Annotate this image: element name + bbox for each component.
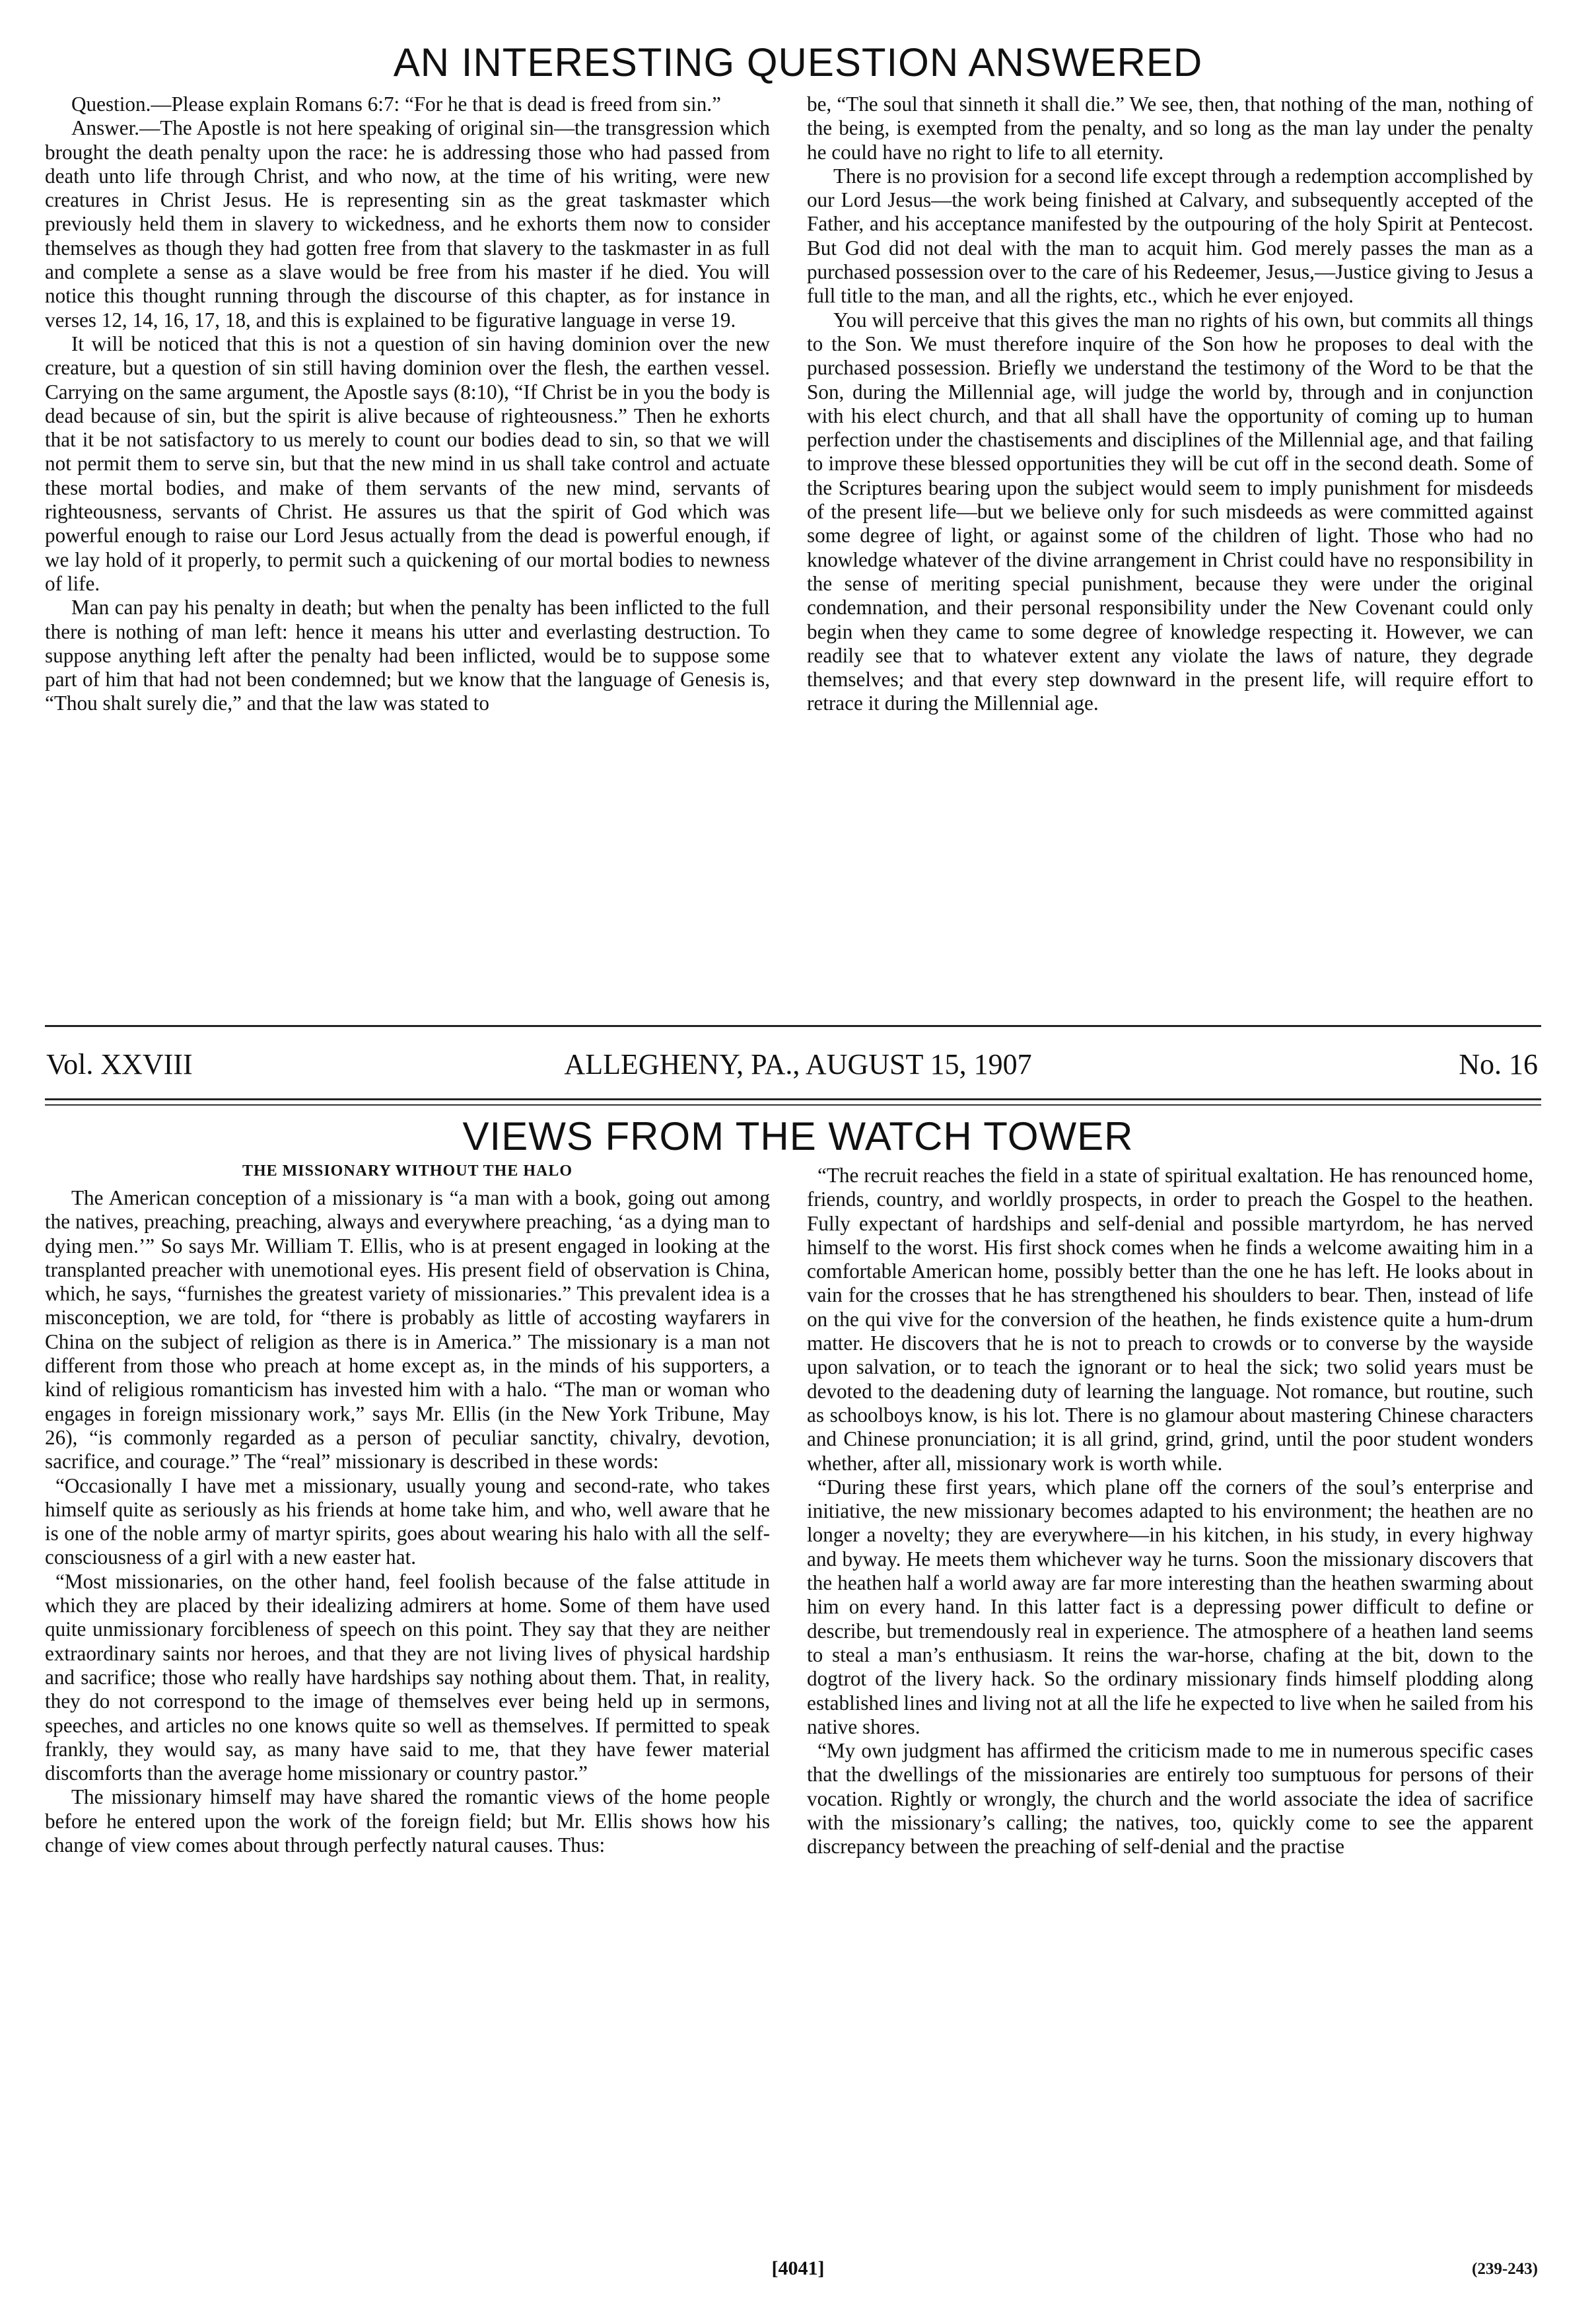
masthead-bottom-rule — [45, 1098, 1541, 1100]
paragraph: Answer.—The Apostle is not here speaking of original sin—the transgression which brought the death penalty upon the race: he is addressing those who had passed from death unto life through Christ, and who now, at the time of his writing, were new creatures in Christ Jesus. He is representing sin as the great taskmaster which previously held them in slavery to wickedness, and he exhorts them now to consider themselves as though they had gotten free from that slavery to the taskmaster in as full and complete a sense as a slave would be free from his master if he died. You will notice this thought running through the discourse of this chapter, as for instance in verses 12, 14, 16, 17, 18, and this is explained to be figurative language in verse 19. — [45, 116, 770, 332]
main-article-left-column — [45, 1186, 770, 2243]
paragraph: “Most missionaries, on the other hand, feel foolish because of the false attitude in which they are placed by their idealizing admirers at home. Some of them have used quite unmissionary forcibleness of speech on this point. They say that they are neither extraordinary saints nor heroes, and that they are not living lives of physical hardship and sacrifice; those who really have hardships say nothing about them. That, in reality, they do not correspond to the image of themselves ever being held up in sermons, speeches, and articles no one knows quite so well as themselves. If permitted to speak frankly, they would say, as many have said to me, that they have fewer material discomforts than the average home missionary or country pastor.” — [45, 1569, 770, 1785]
main-article-right-column — [807, 1164, 1533, 2243]
top-article-left-column — [45, 92, 770, 997]
paragraph: The American conception of a missionary is “a man with a book, going out among the natives, preaching, preaching, always and everywhere preaching, ‘as a dying man to dying men.’” So says Mr. William T. Ellis, who is at present engaged in looking at the transplanted preacher with unemotional eyes. His present field of observation is China, which, he says, “furnishes the greatest variety of missionaries.” This prevalent idea is a misconception, we are told, for “there is probably as little of accosting wayfarers in China on the subject of religion as there is in America.” The missionary is a man not different from those who preach at home except as, in the minds of his supporters, a kind of religious romanticism has invested him with a halo. “The man or woman who engages in foreign missionary work,” says Mr. Ellis (in the New York Tribune, May 26), “is commonly regarded as a person of peculiar sanctity, chivalry, devotion, sacrifice, and courage.” The “real” missionary is described in these words: — [45, 1186, 770, 1473]
paragraph: “My own judgment has affirmed the criticism made to me in numerous specific cases that the dwellings of the missionaries are entirely too sumptuous for persons of their vocation. Rightly or wrongly, the church and the world associate the idea of sacrifice with the missionary’s calling; the natives, too, quickly come to see the apparent discrepancy between the preaching of self-denial and the practise — [807, 1739, 1533, 1859]
paragraph: The missionary himself may have shared the romantic views of the home people before he entered upon the work of the foreign field; but Mr. Ellis shows how his change of view comes about through perfectly natural causes. Thus: — [45, 1785, 770, 1857]
volume-label: Vol. XXVIII — [46, 1048, 193, 1081]
paragraph: Man can pay his penalty in death; but when the penalty has been inflicted to the full there is nothing of man left: hence it means his utter and everlasting destruction. To suppose anything left after the penalty had been inflicted, would be to suppose some part of him that had not been condemned; but we know that the language of Genesis is, “Thou shalt surely die,” and that the law was stated to — [45, 596, 770, 715]
issue-number: No. 16 — [1459, 1048, 1538, 1081]
page-number: [4041] — [771, 2257, 825, 2279]
article-title-watch-tower: VIEWS FROM THE WATCH TOWER — [462, 1114, 1134, 1158]
paragraph: You will perceive that this gives the man no rights of his own, but commits all things to the Son. We must therefore inquire of the Son how he proposes to deal with the purchased possession. Briefly we understand the testimony of the Word to be that the Son, during the Millennial age, will judge the world by, through and in conjunction with his elect church, and that all shall have the opportunity of coming up to human perfection under the chastisements and disciplines of the Millennial age, and that failing to improve these blessed opportunities they will be cut off in the second death. Some of the Scriptures bearing upon the subject would seem to imply punishment for misdeeds of the present life—but we believe only for such misdeeds as were committed against some degree of light, or against some of the children of light. Those who had no knowledge whatever of the divine arrangement in Christ could have no responsibility in the sense of meriting special punishment, because they were under the original condemnation, and their personal responsibility under the New Covenant could only begin when they came to some degree of knowledge respecting it. However, we can readily see that to whatever extent any violate the laws of nature, they degrade themselves; and that every step downward in the present life, will require effort to retrace it during the Millennial age. — [807, 308, 1533, 715]
article-title-interesting-question: AN INTERESTING QUESTION ANSWERED — [393, 40, 1203, 85]
masthead-bottom-rule-thin — [45, 1104, 1541, 1106]
paragraph: be, “The soul that sinneth it shall die.” We see, then, that nothing of the man, nothing of the being, is exempted from the penalty, and so long as the man lay under the penalty he could have no right to life to all eternity. — [807, 92, 1533, 164]
top-article-right-column — [807, 92, 1533, 997]
paragraph: There is no provision for a second life except through a redemption accomplished by our Lord Jesus—the work being finished at Calvary, and subsequently accepted of the Father, and his acceptance manifested by the outpouring of the holy Spirit at Pentecost. But God did not deal with the man to acquit him. God merely passes the man as a purchased possession over to the care of his Redeemer, Jesus,—Justice giving to Jesus a full title to the man, and all the rights, etc., which he ever enjoyed. — [807, 164, 1533, 308]
masthead-top-rule — [45, 1025, 1541, 1027]
page-range: (239-243) — [1472, 2260, 1538, 2278]
paragraph: “The recruit reaches the field in a state of spiritual exaltation. He has renounced home, friends, country, and worldly prospects, in order to preach the Gospel to the heathen. Fully expectant of hardships and self-denial and possible martyrdom, he has nerved himself to the worst. His first shock comes when he finds a welcome awaiting him in a comfortable American home, possibly better than the one he has left. He looks about in vain for the crosses that he has strengthened his shoulders to bear. Then, instead of life on the qui vive for the conversion of the heathen, he finds existence quite a hum-drum matter. He discovers that he is not to preach to crowds or to converse by the wayside upon salvation, or to teach the ignorant or to heal the sick; two solid years must be devoted to the deadening duty of learning the language. Not romance, but routine, such as schoolboys know, is his lot. There is no glamour about mastering Chinese characters and Chinese pronunciation; it is all grind, grind, grind, until the poor student wonders whether, after all, missionary work is worth while. — [807, 1164, 1533, 1475]
place-date: ALLEGHENY, PA., AUGUST 15, 1907 — [564, 1048, 1032, 1081]
paragraph: Question.—Please explain Romans 6:7: “For he that is dead is freed from sin.” — [71, 92, 721, 116]
section-subheading: THE MISSIONARY WITHOUT THE HALO — [242, 1162, 573, 1180]
paragraph: “Occasionally I have met a missionary, usually young and second-rate, who takes himself quite as seriously as his friends at home take him, and who, well aware that he is one of the noble army of martyr spirits, goes about wearing his halo with all the self-consciousness of a girl with a new easter hat. — [45, 1473, 770, 1569]
paragraph: “During these first years, which plane off the corners of the soul’s enterprise and initiative, the new missionary becomes adapted to his environment; the heathen are no longer a novelty; they are everywhere—in his kitchen, in his study, in every highway and byway. He meets them whichever way he turns. Soon the missionary discovers that the heathen half a world away are far more interesting than the heathen swarming about him on every hand. In this latter fact is a depressing power difficult to define or describe, but tremendously real in experience. The atmosphere of a heathen land seems to steal a man’s enthusiasm. It reins the war-horse, chafing at the bit, down to the dogtrot of the livery hack. So the ordinary missionary finds himself plodding along established lines and living not at all the life he expected to live when he sailed from his native shores. — [807, 1475, 1533, 1738]
paragraph: It will be noticed that this is not a question of sin having dominion over the new creature, but a question of sin still having dominion over the flesh, the earthen vessel. Carrying on the same argument, the Apostle says (8:10), “If Christ be in you the body is dead because of sin, but the spirit is alive because of righteousness.” Then he exhorts that it be not satisfactory to us merely to count our bodies dead to sin, so that we will not permit them to serve sin, but that the new mind in us shall take control and actuate these mortal bodies, and make of them servants of the new mind, servants of righteousness, servants of Christ. He assures us that the spirit of God which was powerful enough to raise our Lord Jesus actually from the dead is powerful enough, if we lay hold of it properly, to permit such a quickening of our mortal bodies to newness of life. — [45, 332, 770, 595]
